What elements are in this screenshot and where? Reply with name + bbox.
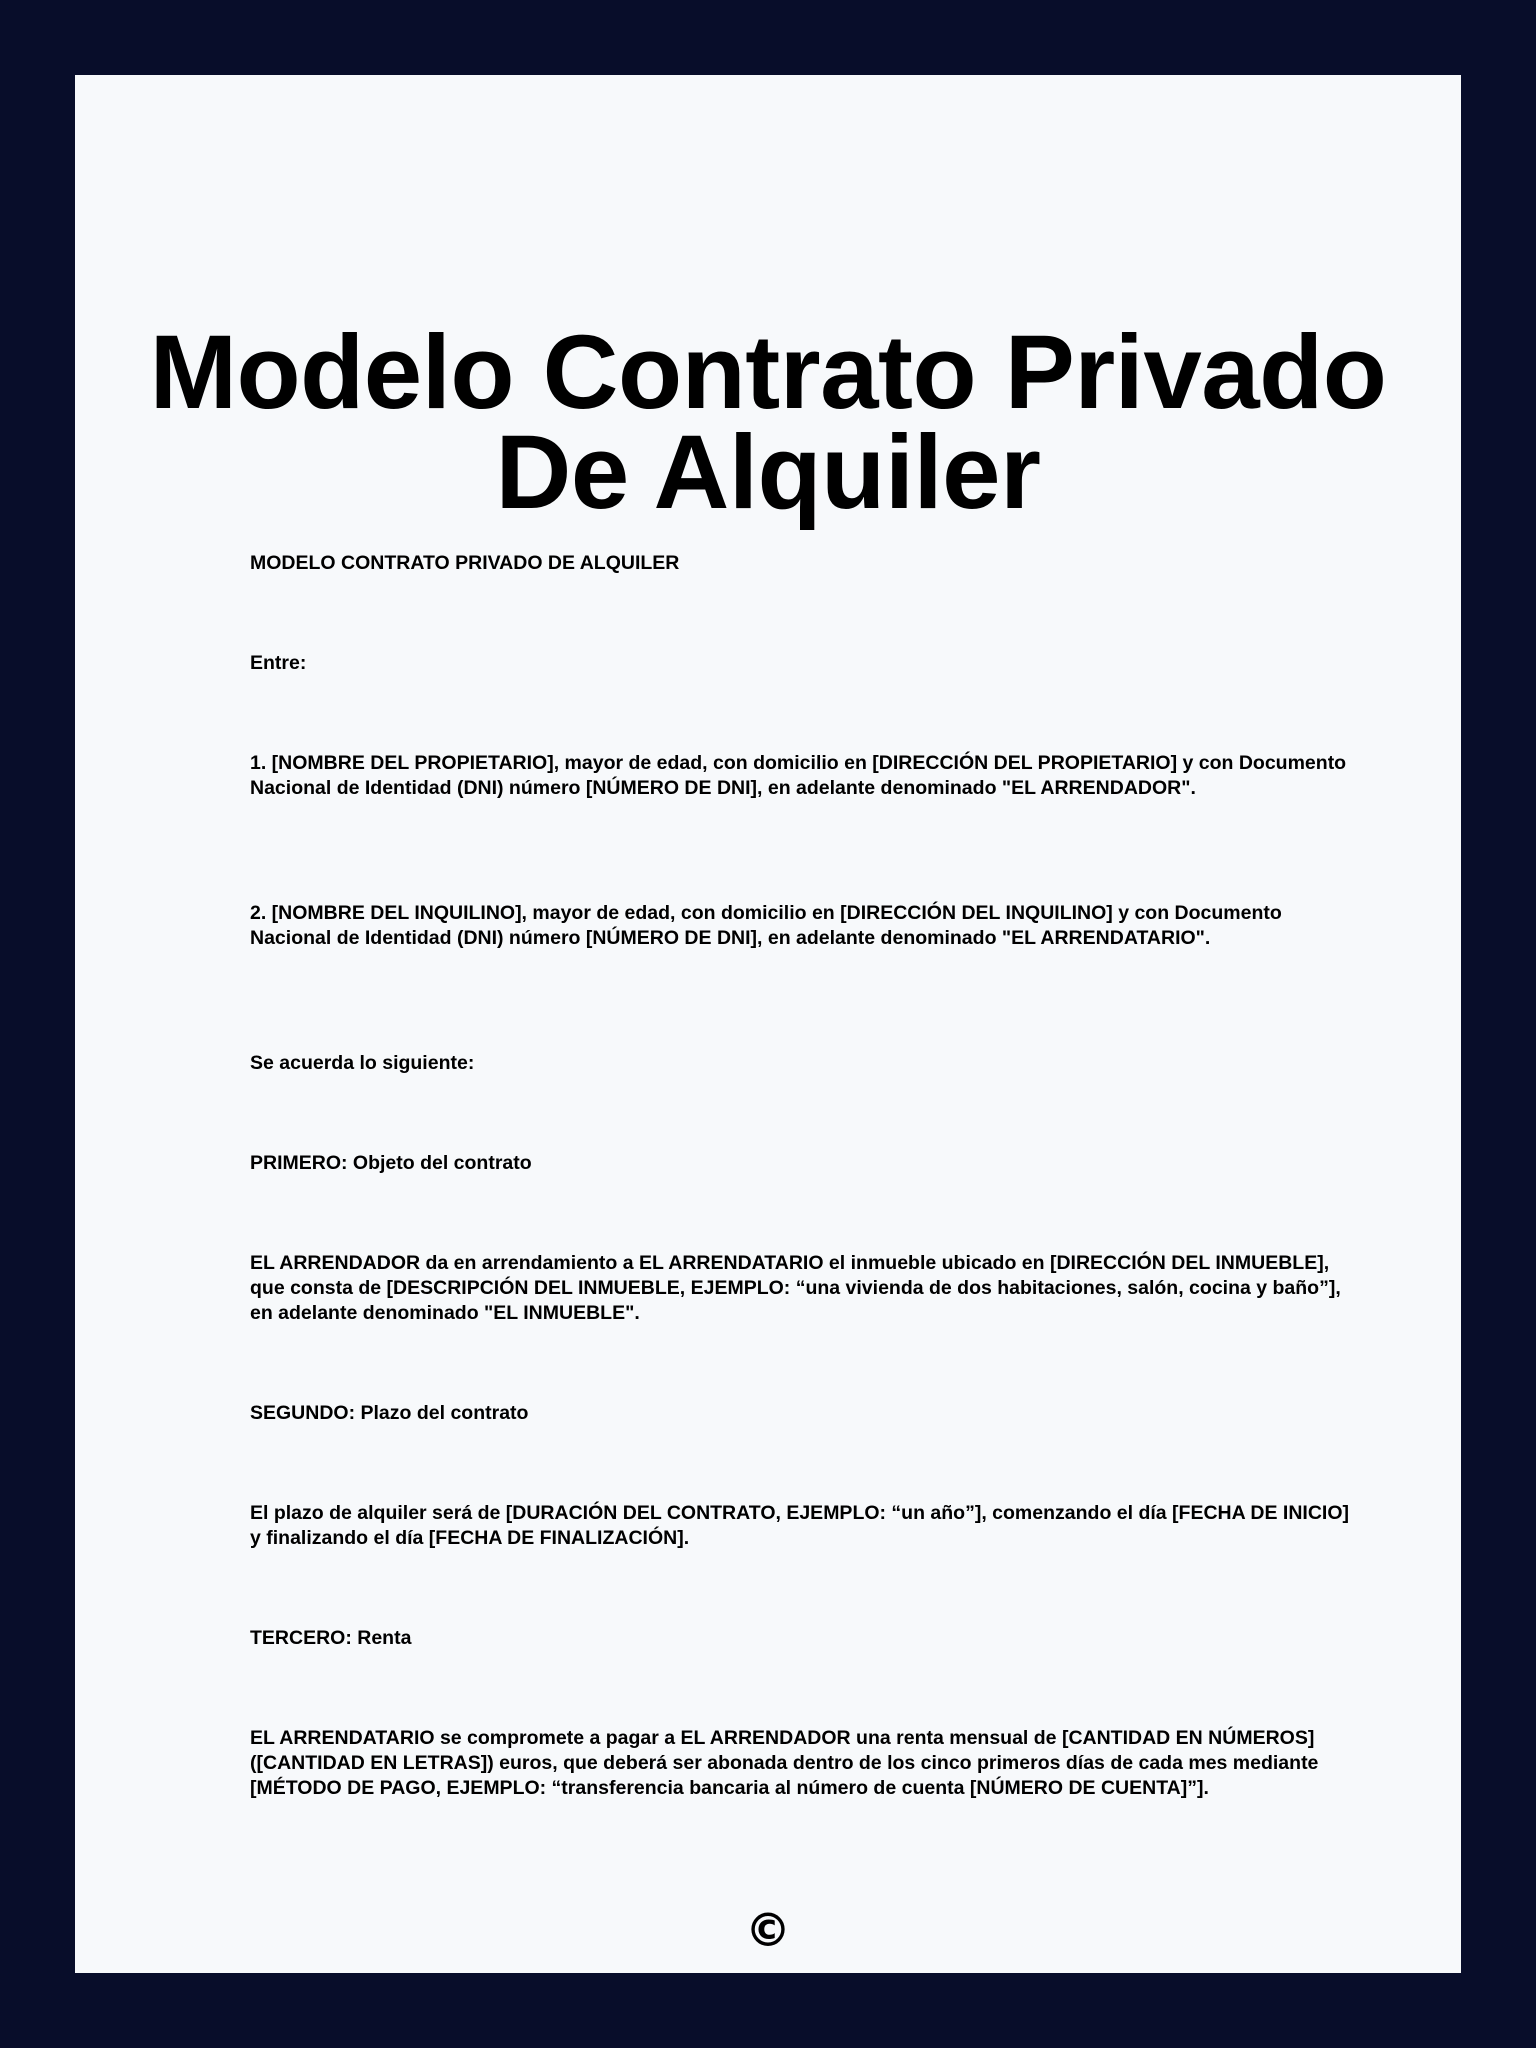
document-page — [75, 75, 1461, 1973]
clause-2-heading: SEGUNDO: Plazo del contrato — [250, 1402, 529, 1424]
parties-intro: Entre: — [250, 652, 307, 674]
party-landlord: 1. [NOMBRE DEL PROPIETARIO], mayor de edad, con domicilio en [DIRECCIÓN DEL PROPIETARIO] y con Documento Nacional de Identidad (DNI) número [NÚMERO DE DNI], en adelante denominado "EL ARRENDADOR". — [250, 752, 1347, 799]
clause-1-heading: PRIMERO: Objeto del contrato — [250, 1152, 532, 1174]
document-title: Modelo Contrato Privado De Alquiler — [149, 314, 1387, 531]
clause-3-heading: TERCERO: Renta — [250, 1627, 412, 1649]
clause-3-text: EL ARRENDATARIO se compromete a pagar a EL ARRENDADOR una renta mensual de [CANTIDAD EN NÚMEROS] ([CANTIDAD EN LETRAS]) euros, que deberá ser abonada dentro de los cinco primeros días de cada mes mediante [MÉTODO DE PAGO, EJEMPLO: “transferencia bancaria al número de cuenta [NÚMERO DE CUENTA]”]. — [250, 1727, 1319, 1799]
contract-heading: MODELO CONTRATO PRIVADO DE ALQUILER — [250, 552, 680, 574]
agreement-intro: Se acuerda lo siguiente: — [250, 1052, 475, 1074]
clause-1-text: EL ARRENDADOR da en arrendamiento a EL ARRENDATARIO el inmueble ubicado en [DIRECCIÓN DEL INMUEBLE], que consta de [DESCRIPCIÓN DEL INMUEBLE, EJEMPLO: “una vivienda de dos habitaciones, salón, cocina y baño”], en adelante denominado "EL INMUEBLE". — [250, 1252, 1341, 1324]
clause-2-text: El plazo de alquiler será de [DURACIÓN DEL CONTRATO, EJEMPLO: “un año”], comenzando el día [FECHA DE INICIO] y finalizando el día [FECHA DE FINALIZACIÓN]. — [250, 1502, 1349, 1549]
copyright-icon: © — [745, 1903, 791, 1957]
party-tenant: 2. [NOMBRE DEL INQUILINO], mayor de edad, con domicilio en [DIRECCIÓN DEL INQUILINO] y con Documento Nacional de Identidad (DNI) número [NÚMERO DE DNI], en adelante denominado "EL ARRENDATARIO". — [250, 902, 1282, 949]
